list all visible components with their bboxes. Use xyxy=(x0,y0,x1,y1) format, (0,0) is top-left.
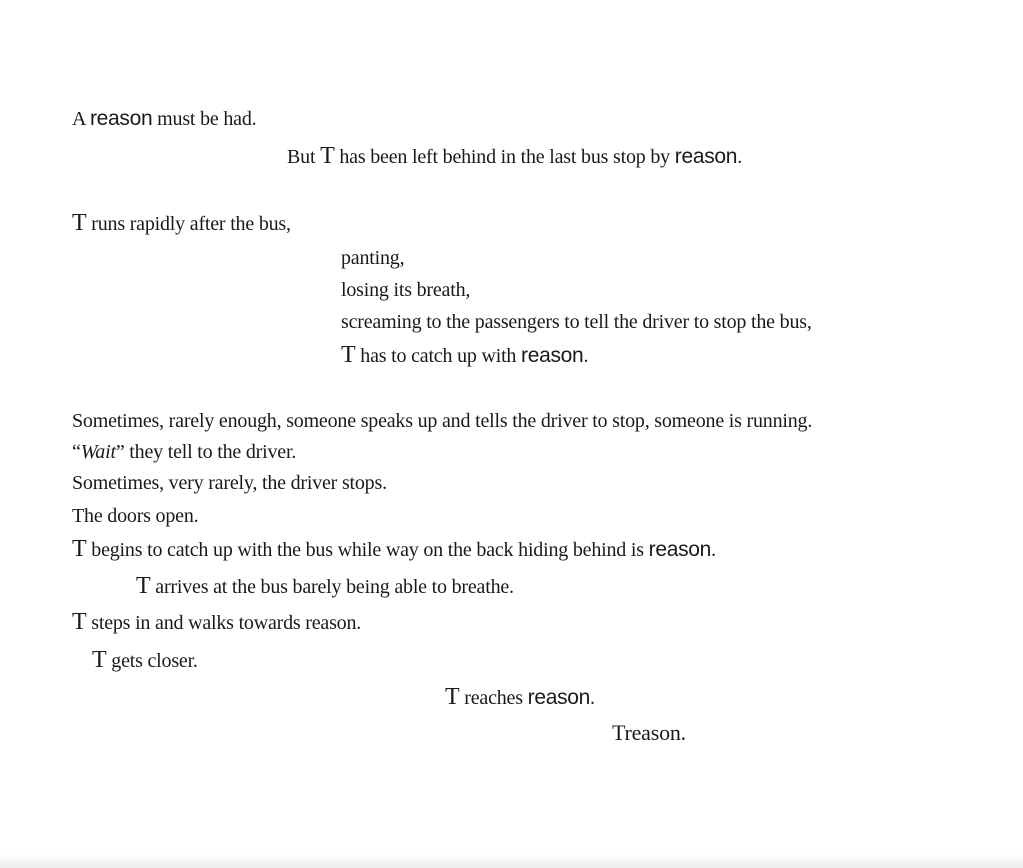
text: runs rapidly after the bus, xyxy=(86,213,291,235)
text: begins to catch up with the bus while way on the back hiding behind is xyxy=(86,539,649,561)
poem-line-5 xyxy=(341,278,470,302)
t-letter: T xyxy=(445,684,460,710)
reason-word: reason xyxy=(521,344,584,367)
t-letter: T xyxy=(72,609,87,635)
text: steps in and walks towards reason. xyxy=(86,612,362,634)
text: The doors open. xyxy=(72,505,199,527)
poem-line-8 xyxy=(72,409,812,433)
poem-line-16 xyxy=(445,685,595,710)
text: reaches xyxy=(459,687,528,709)
poem-line-6 xyxy=(341,310,812,334)
text: . xyxy=(590,687,595,709)
poem-line-9 xyxy=(72,440,296,464)
text: Sometimes, rarely enough, someone speaks up and tells the driver to stop, someone is running. xyxy=(72,410,813,432)
poem-line-2 xyxy=(287,144,742,169)
poem-line-3 xyxy=(72,211,291,236)
reason-word: reason xyxy=(89,107,153,130)
text: . xyxy=(583,345,589,367)
poem-line-1 xyxy=(72,107,256,131)
text: . xyxy=(737,146,742,168)
reason-word: reason xyxy=(648,538,712,561)
poem-line-4 xyxy=(341,246,404,270)
text: . xyxy=(711,539,716,561)
text: Sometimes, very rarely, the driver stops. xyxy=(72,472,387,494)
wait-word: Wait xyxy=(80,441,116,463)
text: ” they tell to the driver. xyxy=(115,441,297,463)
t-letter: T xyxy=(72,536,87,562)
t-letter: T xyxy=(320,143,335,169)
poem-line-11 xyxy=(72,504,198,528)
poem-line-13 xyxy=(136,574,514,599)
t-letter: T xyxy=(136,573,151,599)
poem-line-7 xyxy=(341,343,588,368)
reason-word: reason xyxy=(674,145,738,168)
text: losing its breath, xyxy=(341,279,471,301)
text: gets closer. xyxy=(106,650,198,672)
text: screaming to the passengers to tell the driver to stop the bus, xyxy=(341,311,812,333)
poem-line-15 xyxy=(92,648,198,673)
text: arrives at the bus barely being able to breathe. xyxy=(150,576,514,598)
page-edge-shadow xyxy=(0,854,1023,868)
poem-line-10 xyxy=(72,471,387,495)
t-letter: T xyxy=(72,210,87,236)
reason-word: reason xyxy=(527,686,591,709)
treason-word: Treason. xyxy=(612,720,686,745)
text: has been left behind in the last bus stop by xyxy=(334,146,675,168)
t-letter: T xyxy=(92,647,107,673)
text: A xyxy=(72,108,90,130)
t-letter: T xyxy=(341,342,356,368)
poem-line-17 xyxy=(612,721,686,745)
poem-line-12 xyxy=(72,537,716,562)
text: But xyxy=(287,146,321,168)
text: has to catch up with xyxy=(355,345,522,367)
text: “ xyxy=(72,441,81,463)
text: panting, xyxy=(341,247,405,269)
text: must be had. xyxy=(152,108,257,130)
poem-line-14 xyxy=(72,610,361,635)
